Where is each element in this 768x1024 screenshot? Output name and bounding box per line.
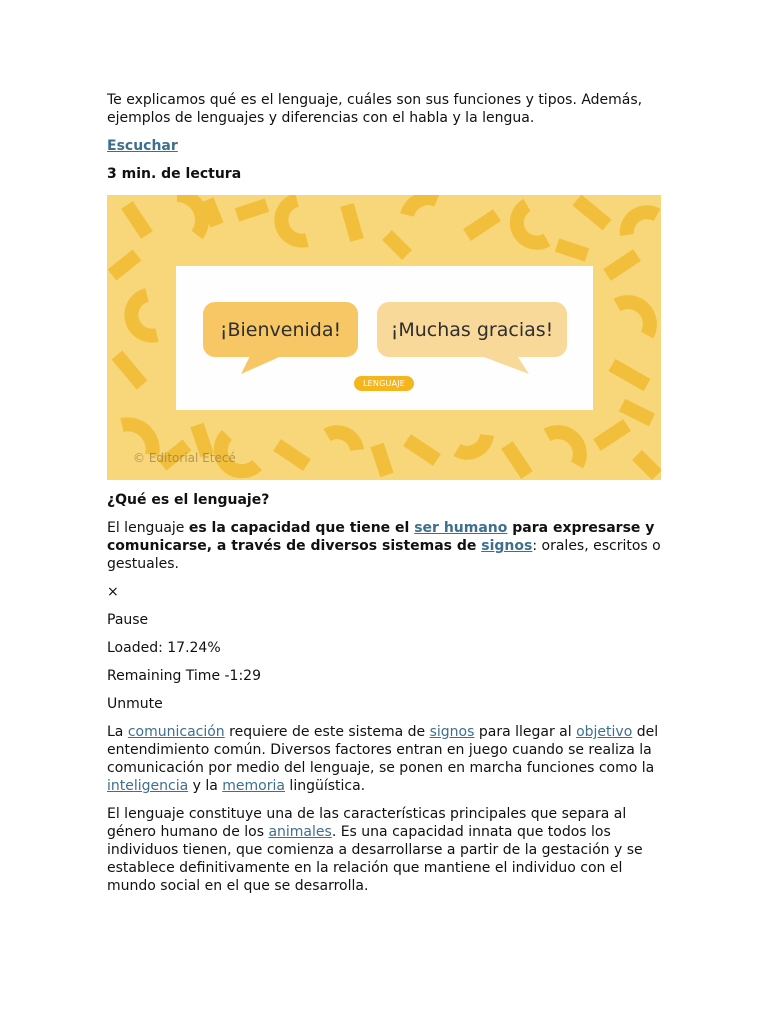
text-run: La [107,724,128,740]
definition-text: El lenguaje [107,520,189,536]
bubble-tail-right [476,354,531,376]
section-title: ¿Qué es el lenguaje? [107,492,270,508]
text-run: requiere de este sistema de [224,724,430,740]
illustration-card [176,266,593,410]
definition-bold-2: para expresarse y comunicarse, a través de diversos sistemas de [107,520,655,554]
intro-text: Te explicamos qué es el lenguaje, cuáles son sus funciones y tipos. Además, ejemplos de lenguajes y diferencias con el habla y la lengua. [107,92,643,126]
remaining-time: Remaining Time -1:29 [107,668,261,684]
link-ser-humano[interactable]: ser humano [414,520,508,536]
bubble-tail-left [241,354,291,376]
link-signos-2[interactable]: signos [429,724,475,740]
article-figure [107,195,661,480]
link-objetivo[interactable]: objetivo [576,724,633,740]
link-comunicacion[interactable]: comunicación [127,724,225,740]
link-animales[interactable]: animales [268,824,332,840]
article [107,91,663,905]
definition-tail: : orales, escritos o gestuales. [107,538,661,572]
definition-bold: es la capacidad que tiene el [188,520,415,536]
text-run: del entendimiento común. Diversos factores entran en juego cuando se realiza la comunicación por medio del lenguaje, se ponen en marcha funciones como la [107,724,659,776]
text-run: El lenguaje constituye una de las características principales que separa al género humano de los [107,806,627,840]
copyright-watermark: © Editorial Etecé [133,451,236,465]
definition-paragraph [107,519,663,573]
link-signos[interactable]: signos [481,538,533,554]
paragraph-comunicacion [107,723,663,795]
text-run: . Es una capacidad innata que todos los individuos tienen, que comienza a desarrollarse a partir de la gestación y se establece definitivamente en la relación que mantiene el individuo con el mundo social en el que se desarrolla. [107,824,643,894]
text-run: lingüística. [284,778,366,794]
paragraph-genero-humano [107,805,663,895]
speech-bubble-thanks: ¡Muchas gracias! [377,302,567,357]
text-run: y la [188,778,223,794]
text-run: para llegar al [474,724,577,740]
listen-link[interactable]: Escuchar [107,138,178,154]
speech-bubble-welcome: ¡Bienvenida! [203,302,358,357]
close-button[interactable]: × [107,584,119,600]
topic-badge: LENGUAJE [354,376,414,391]
read-time: 3 min. de lectura [107,166,242,182]
pause-button[interactable]: Pause [107,612,149,628]
unmute-button[interactable]: Unmute [107,696,163,712]
link-inteligencia[interactable]: inteligencia [107,778,189,794]
loaded-status: Loaded: 17.24% [107,640,221,656]
link-memoria[interactable]: memoria [222,778,285,794]
